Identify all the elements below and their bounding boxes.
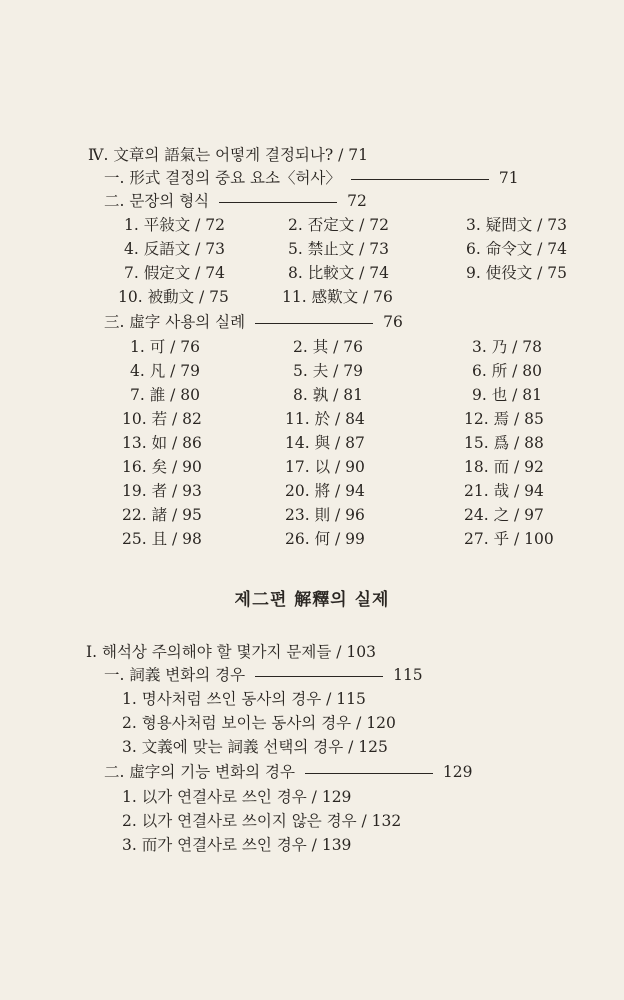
example-item: 6. 所 / 80 [472, 362, 543, 380]
example-item: 1. 可 / 76 [130, 338, 201, 356]
sub1-label: 一. 形式 결정의 중요 요소〈허사〉 [104, 169, 341, 187]
example-item: 19. 者 / 93 [122, 482, 202, 500]
form-item: 4. 反語文 / 73 [124, 240, 226, 258]
example-item: 17. 以 / 90 [285, 458, 365, 476]
leader-rule [219, 202, 337, 203]
section-4-title-text: Ⅳ. 文章의 語氣는 어떻게 결정되나? / 71 [88, 146, 368, 164]
example-item: 18. 而 / 92 [464, 458, 544, 476]
example-item: 10. 若 / 82 [122, 410, 202, 428]
form-item: 3. 疑問文 / 73 [466, 216, 568, 234]
example-item: 25. 且 / 98 [122, 530, 202, 548]
form-item: 6. 命令文 / 74 [466, 240, 568, 258]
p2-sub2-page: 129 [442, 763, 473, 781]
example-item: 3. 乃 / 78 [472, 338, 543, 356]
example-item: 23. 則 / 96 [285, 506, 365, 524]
form-item: 2. 否定文 / 72 [288, 216, 390, 234]
p2-sub2-label: 二. 虛字의 기능 변화의 경우 [104, 763, 295, 781]
list-item: 1. 명사처럼 쓰인 동사의 경우 / 115 [122, 690, 366, 708]
part-2-sub1 [104, 665, 423, 685]
example-item: 9. 也 / 81 [472, 386, 543, 404]
example-item: 11. 於 / 84 [285, 410, 365, 428]
list-item: 2. 以가 연결사로 쓰이지 않은 경우 / 132 [122, 812, 402, 830]
form-item: 5. 禁止文 / 73 [288, 240, 390, 258]
example-item: 24. 之 / 97 [464, 506, 544, 524]
section-4-sub1 [104, 168, 519, 188]
sub2-page: 72 [347, 192, 367, 210]
example-item: 14. 與 / 87 [285, 434, 365, 452]
part-2-heading: 제二편 解釋의 실제 [234, 590, 390, 610]
form-item: 7. 假定文 / 74 [124, 264, 226, 282]
example-item: 26. 何 / 99 [285, 530, 365, 548]
leader-rule [255, 676, 383, 677]
section-4-title [88, 145, 368, 165]
example-item: 22. 諸 / 95 [122, 506, 202, 524]
list-item: 3. 而가 연결사로 쓰인 경우 / 139 [122, 836, 352, 854]
example-item: 8. 孰 / 81 [293, 386, 364, 404]
example-item: 27. 乎 / 100 [464, 530, 554, 548]
example-item: 4. 凡 / 79 [130, 362, 201, 380]
leader-rule [351, 179, 489, 180]
example-item: 21. 哉 / 94 [464, 482, 544, 500]
leader-rule [255, 323, 373, 324]
part-2-section-1-title-text: Ⅰ. 해석상 주의해야 할 몇가지 문제들 / 103 [86, 643, 376, 661]
example-item: 20. 將 / 94 [285, 482, 365, 500]
sub3-page: 76 [383, 313, 403, 331]
part-2-section-1-title [86, 642, 376, 662]
example-item: 12. 焉 / 85 [464, 410, 544, 428]
section-4-sub3 [104, 312, 403, 332]
sub3-label: 三. 虛字 사용의 실례 [104, 313, 246, 331]
p2-sub1-label: 一. 詞義 변화의 경우 [104, 666, 246, 684]
p2-sub1-page: 115 [393, 666, 423, 684]
example-item: 7. 誰 / 80 [130, 386, 201, 404]
example-item: 16. 矣 / 90 [122, 458, 202, 476]
part-2-sub2 [104, 762, 473, 782]
form-item: 11. 感歎文 / 76 [282, 288, 393, 306]
list-item: 3. 文義에 맞는 詞義 선택의 경우 / 125 [122, 738, 388, 756]
form-item: 1. 平敍文 / 72 [124, 216, 226, 234]
example-item: 5. 夫 / 79 [293, 362, 364, 380]
sub2-label: 二. 문장의 형식 [104, 192, 210, 210]
sub1-page: 71 [498, 169, 519, 187]
section-4-sub2 [104, 191, 367, 211]
list-item: 2. 형용사처럼 보이는 동사의 경우 / 120 [122, 714, 396, 732]
list-item: 1. 以가 연결사로 쓰인 경우 / 129 [122, 788, 352, 806]
example-item: 2. 其 / 76 [293, 338, 364, 356]
form-item: 9. 使役文 / 75 [466, 264, 568, 282]
example-item: 13. 如 / 86 [122, 434, 202, 452]
example-item: 15. 爲 / 88 [464, 434, 544, 452]
form-item: 10. 被動文 / 75 [118, 288, 229, 306]
leader-rule [305, 773, 433, 774]
form-item: 8. 比較文 / 74 [288, 264, 390, 282]
